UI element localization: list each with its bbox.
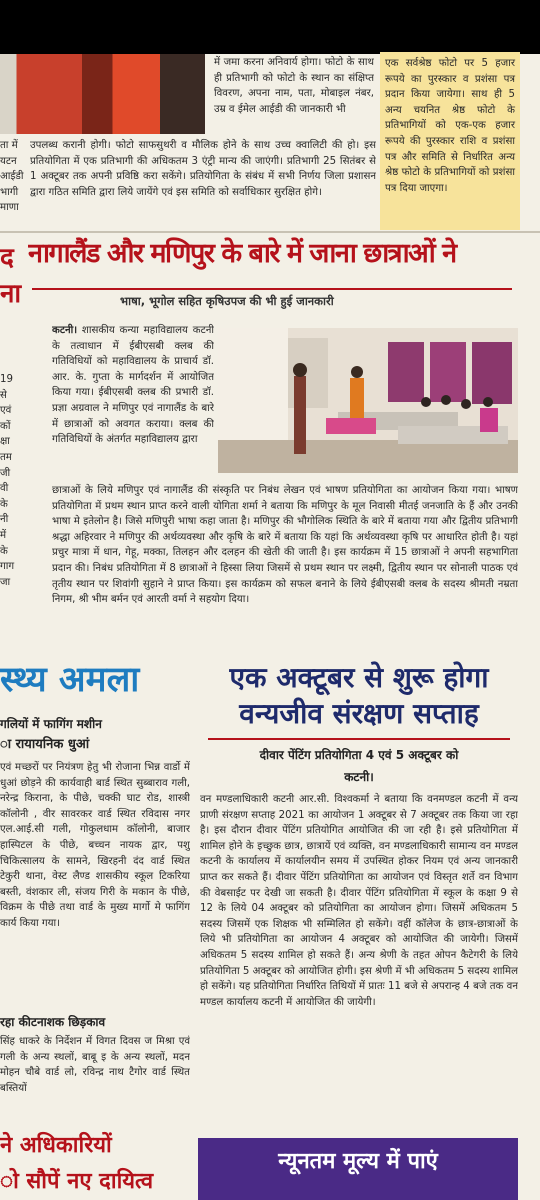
headline-nagaland-manipur: नागालैंड और मणिपुर के बारे में जाना छात्राओं ने	[28, 238, 456, 269]
headline-new-duties: ो सौपें नए दायित्व	[0, 1168, 154, 1194]
fragment-line: ता में	[0, 140, 18, 151]
fragment-line: गाग	[0, 561, 15, 573]
fragment-line: में	[0, 529, 7, 541]
classroom-event-photo	[218, 328, 518, 473]
fragment-line: जा	[0, 576, 11, 588]
headline-officers: ने अधिकारियों	[0, 1132, 112, 1158]
fragment-line: कों	[0, 420, 11, 432]
article-intro-text: शासकीय कन्या महाविद्यालय कटनी के तत्वाधान में ईबीएसबी क्लब की गतिविधियों को महाविद्यालय के प्राचार्य डॉ. आर. के. गुप्ता के मार्गदर्शन में आयोजित किया गया। ईबीएसबी क्लब की प्रभारी डॉ. प्रज्ञा अग्रवाल ने मणिपुर एवं नागालैंड के बारे में छात्राओं को अवगत कराया। क्लब की गतिविधियों के अंतर्गत महाविद्यालय द्वारा	[52, 325, 214, 446]
fragment-line: आईडी	[0, 171, 24, 183]
left-fragment-top	[0, 138, 26, 228]
fragment-line: 19	[0, 374, 13, 385]
wildlife-week-article: वन मण्डलाधिकारी कटनी आर.सी. विश्वकर्मा ने बताया कि वनमण्डल कटनी में वन्य प्राणी संरक्षण सप्ताह 2021 का आयोजन 1 अक्टूबर से 7 अक्टूबर तक किया जा रहा है। इस दौरान दीवार पेंटिंग प्रतियोगित आयोजित की जा रही है। इसे प्रतियोगिता में शामिल होने के इच्छुक छात्र, छात्रायें एवं व्यक्ति, वन मण्डलाधिकारी सामान्य वन मण्डल कटनी के कार्यालय में कार्यालयीन समय में उपस्थित होकर नियम एवं अन्य जानकारी प्राप्त कर सकते हैं। दीवार पेंटिंग प्रतियोगिता का आयोजन एवं विस्तृत शर्ते वन विभाग की वेबसाईट पर देखी जा सकती है। दीवार पेंटिंग प्रतियोगिता में स्कूल के कक्षा 9 से 12 के लिये 04 अक्टूबर को प्रतियोगिता का आयोजन होगा। जिसमें अधिकतम 5 सदस्य जिसमें एक शिक्षक भी सम्मिलित हो सकेंगे। वहीं कॉलेज के छात्र-छात्राओं के लिये भी प्रतियोगिता का आयोजन 4 अक्टूबर को आयोजित की जायेगी। जिसमें अधिकतम 5 सदस्य शामिल हो सकते हैं। अन्य श्रेणी के तहत ओपन कैटेगरी के लिये प्रतियोगिता 5 अक्टूबर को आयोजित होगी। इस श्रेणी में भी अधिकतम 5 सदस्य शामिल हो सकेंगे। यह प्रतियोगिता निर्धारित तिथियों में प्रातः 11 बजे से अपरान्ह 4 बजे तक वन मण्डल कार्यालय कटनी में आयोजित की जायेगी।	[200, 794, 518, 1008]
top-left-photo	[0, 54, 205, 134]
fragment-line: वी	[0, 483, 9, 495]
subhead-fogging: गलियों में फागिंग मशीन	[0, 717, 102, 731]
left-fragment-mid	[0, 372, 16, 622]
min-price-ad-banner	[198, 1138, 518, 1200]
fragment-line: के	[0, 545, 8, 557]
fragment-line: जी	[0, 467, 11, 479]
subheadline-language-geography: भाषा, भूगोल सहित कृषिउपज की भी हुई जानकारी	[120, 294, 334, 308]
headline-wildlife-week: एक अक्टूबर से शुरू होगा वन्यजीव संरक्षण सप्ताह	[229, 661, 489, 730]
prize-info-box	[380, 52, 520, 230]
subhead-chemical-smoke: ा रायायनिक धुआं	[0, 737, 90, 752]
fragment-line: माणा	[0, 202, 19, 214]
fragment-line: से	[0, 389, 7, 401]
left-edge-fragment: ना	[0, 279, 22, 309]
subheadline-wall-painting: दीवार पेंटिंग प्रतियोगिता 4 एवं 5 अक्टूबर को	[259, 748, 459, 762]
fragment-line: तम	[0, 451, 12, 463]
fragment-line: एवं	[0, 405, 12, 417]
photo-contest-paragraph: उपलब्ध करानी होगी। फोटो साफसुथरी व मौलिक होने के साथ उच्च क्वालिटी की हो। इस प्रतियोगिता में एक प्रतिभागी की अधिकतम 3 एंट्री मान्य की जाएंगी। प्रतिभागी 25 सितंबर से 1 अक्टूबर तक अपनी प्रविष्ठि करा सकेंगे। प्रतियोगिता के संबंध में सभी निर्णय जिला प्रशासन द्वारा गठित समिति द्वारा लिये जायेंगे एवं इस समिति को सर्वाधिकार सुरक्षित होगे।	[30, 140, 376, 198]
prize-info-text: एक सर्वश्रेष्ठ फोटो पर 5 हजार रूपये का पुरस्कार व प्रशंसा पत्र प्रदान किया जायेगा। साथ ही 5 अन्य चयनित श्रेष्ठ फोटो के प्रतिभागियों को एक-एक हजार रूपये की पुरस्कार राशि व प्रशंसा पत्र और समिति से निर्धारित अन्य श्रेष्ठ फोटो के प्रतिभागियों को प्रशंसा पत्र दिया जाएगा।	[385, 58, 515, 194]
fragment-line: के	[0, 498, 8, 510]
fragment-line: भागी	[0, 186, 19, 198]
left-edge-fragment: द	[0, 243, 14, 273]
left-edge-headline	[0, 240, 22, 316]
headline-underline	[208, 738, 510, 740]
headline-health-staff: स्थ्य अमला	[0, 659, 140, 700]
classroom-scene-illustration	[218, 328, 518, 473]
subhead-insecticide: रहा कीटनाशक छिड़काव	[0, 1015, 106, 1029]
fragment-line: नी	[0, 514, 9, 526]
ad-headline: न्यूनतम मूल्य में पाएं	[278, 1148, 438, 1174]
article-nagaland-intro	[52, 323, 214, 481]
dateline: कटनी।	[52, 325, 78, 336]
article-nagaland-body: छात्राओं के लिये मणिपुर एवं नागालैंड की संस्कृति पर निबंध लेखन एवं भाषण प्रतियोगिता का आयोजन किया गया। भाषण प्रतियोगिता में प्रथम स्थान प्राप्त करने वाली योगिता शर्मा ने बताया कि मणिपुर के मूल निवासी मीतई जनजाति के हैं और उनकी भाषा मे इतेलोन है। जिसे मणिपुरी भाषा कहा जाता है। मणिपुर की भौगोलिक स्थिति के बारे में बताया गया और द्वितीय प्रतिभागी श्रद्धा अहिरवार ने मणिपुर की अर्थव्यवस्था और कृषि के बारे में बताया कि यहां कि अर्थव्यवस्था कृषि पर आधारित होती है। यहां प्रचुर मात्रा में धान, गेहू, मक्का, तिलहन और दलहन की खेती की जाती है। इस कार्यक्रम में 15 छात्राओं ने अपनी सहभागिता प्रदान की। निबंध प्रतियोगिता में 8 छात्राओं ने हिस्सा लिया जिसमें से प्रथम स्थान पर लक्ष्मी, द्वितीय स्थान पर सोनाली पाठक एवं तृतीय स्थान पर शिवांगी सुहाने ने प्राप्त किया। इस कार्यक्रम को सफल बनाने के लिये ईबीएसबी क्लब के सदस्य श्रीमती नम्रता निगम, श्री भीम बर्मन एवं आरती वर्मा ने सहयोग दिया।	[52, 485, 518, 606]
dateline: कटनी।	[344, 770, 374, 784]
fogging-article: एवं मच्छरों पर नियंत्रण हेतु भी रोजाना भिन्न वार्डो में धुआं छोड़ने की कार्यवाही बार्ड स्थित सुब्बाराव गली, नरेन्द्र किराना, के पीछे, चक्की घाट रोड, शास्त्री कॉलोनी , वीर सावरकर वार्ड स्थित रविदास नगर एल.आई.सी गली, गोकुलधाम कॉलोनी, बाजार हास्पिटल के पीछे, बच्चन नायक द्वार, पशु चिकित्सालय के सामने, खिरहनी दंद वार्ड स्थित टेकुरी थाना, वेस्ट लैण्ड शासकीय स्कूल टिकरिया बस्ती, वंशकार ली, संजय गिरी के मकान के पीछे, विक्रम के पीछे तथा वार्ड के मुख्य मार्गो मे फागिंग कार्य किया गया।	[0, 762, 190, 929]
top-column-text: में जमा करना अनिवार्य होगा। फोटो के साथ ही प्रतिभागी को फोटो के स्थान का संक्षिप्त विवरण, अपना नाम, पता, मोबाइल नंबर, उम्र व ईमेल आईडी की जानकारी भी	[214, 57, 374, 115]
top-status-bar	[0, 0, 540, 54]
wildlife-week-section	[200, 652, 518, 1122]
insecticide-article: सिंह धाकरे के निर्देशन में विगत दिवस ज मिश्रा एवं गली के अन्य स्थलों, बाबू इ के अन्य स्थलों, मदन मोहन चौबे वार्ड लो, रविन्द्र नाथ टैगोर वार्ड स्थित बस्तियों	[0, 1036, 190, 1094]
fragment-line: क्षा	[0, 436, 10, 448]
fragment-line: यटन	[0, 155, 17, 167]
